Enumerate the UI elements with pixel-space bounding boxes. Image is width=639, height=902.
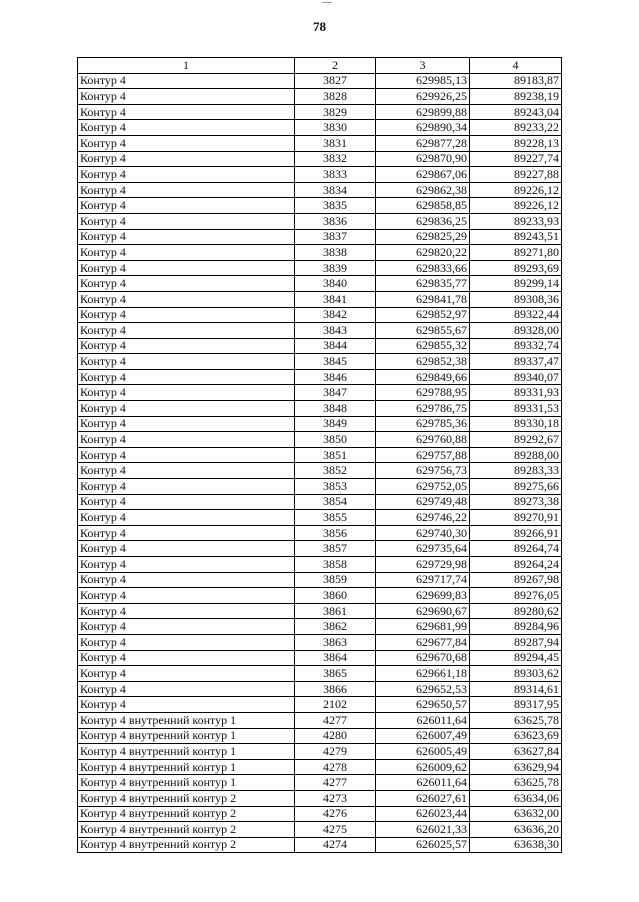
table-row (78, 744, 562, 760)
cell-point-number: 3846 (295, 369, 376, 385)
cell-x-coordinate: 629852,97 (376, 307, 470, 323)
cell-point-number: 3831 (295, 135, 376, 151)
column-header-2: 2 (295, 58, 376, 74)
cell-y-coordinate: 89228,13 (470, 135, 562, 151)
table-row (78, 728, 562, 744)
cell-contour-name: Контур 4 (78, 89, 295, 105)
cell-x-coordinate: 629835,77 (376, 276, 470, 292)
cell-contour-name: Контур 4 (78, 73, 295, 89)
table-row (78, 588, 562, 604)
cell-x-coordinate: 629740,30 (376, 525, 470, 541)
cell-point-number: 3845 (295, 354, 376, 370)
cell-point-number: 3836 (295, 213, 376, 229)
cell-y-coordinate: 89331,93 (470, 385, 562, 401)
cell-x-coordinate: 629749,48 (376, 494, 470, 510)
cell-point-number: 3865 (295, 666, 376, 682)
cell-point-number: 3843 (295, 323, 376, 339)
cell-y-coordinate: 89238,19 (470, 89, 562, 105)
cell-x-coordinate: 629877,28 (376, 135, 470, 151)
cell-y-coordinate: 89233,22 (470, 120, 562, 136)
cell-point-number: 3852 (295, 463, 376, 479)
cell-y-coordinate: 89264,74 (470, 541, 562, 557)
table-row (78, 151, 562, 167)
table-row (78, 135, 562, 151)
cell-y-coordinate: 89264,24 (470, 557, 562, 573)
cell-contour-name: Контур 4 (78, 432, 295, 448)
cell-contour-name: Контур 4 (78, 167, 295, 183)
cell-contour-name: Контур 4 внутренний контур 2 (78, 822, 295, 838)
table-row (78, 73, 562, 89)
cell-x-coordinate: 629836,25 (376, 213, 470, 229)
page-number: 78 (313, 19, 326, 34)
table-row (78, 494, 562, 510)
table-row (78, 198, 562, 214)
cell-contour-name: Контур 4 (78, 354, 295, 370)
cell-x-coordinate: 626023,44 (376, 806, 470, 822)
cell-x-coordinate: 629855,32 (376, 338, 470, 354)
cell-point-number: 3837 (295, 229, 376, 245)
cell-y-coordinate: 63638,30 (470, 837, 562, 853)
cell-x-coordinate: 629786,75 (376, 401, 470, 417)
table-row (78, 463, 562, 479)
table-row (78, 89, 562, 105)
table-row (78, 369, 562, 385)
cell-x-coordinate: 629852,38 (376, 354, 470, 370)
cell-y-coordinate: 89243,51 (470, 229, 562, 245)
table-row (78, 759, 562, 775)
cell-y-coordinate: 63634,06 (470, 790, 562, 806)
column-header-4: 4 (470, 58, 562, 74)
table-row (78, 338, 562, 354)
cell-x-coordinate: 626005,49 (376, 744, 470, 760)
cell-point-number: 3856 (295, 525, 376, 541)
cell-point-number: 3855 (295, 510, 376, 526)
cell-point-number: 4276 (295, 806, 376, 822)
cell-contour-name: Контур 4 (78, 541, 295, 557)
cell-contour-name: Контур 4 (78, 260, 295, 276)
cell-contour-name: Контур 4 (78, 151, 295, 167)
cell-point-number: 3829 (295, 104, 376, 120)
cell-y-coordinate: 89299,14 (470, 276, 562, 292)
table-row (78, 182, 562, 198)
cell-x-coordinate: 629788,95 (376, 385, 470, 401)
cell-x-coordinate: 629681,99 (376, 619, 470, 635)
table-row (78, 432, 562, 448)
cell-contour-name: Контур 4 (78, 479, 295, 495)
table-row (78, 167, 562, 183)
cell-contour-name: Контур 4 (78, 619, 295, 635)
column-header-3: 3 (376, 58, 470, 74)
cell-point-number: 3835 (295, 198, 376, 214)
cell-point-number: 3853 (295, 479, 376, 495)
cell-point-number: 3850 (295, 432, 376, 448)
cell-point-number: 3863 (295, 634, 376, 650)
cell-contour-name: Контур 4 (78, 634, 295, 650)
table-row (78, 120, 562, 136)
cell-contour-name: Контур 4 (78, 338, 295, 354)
cell-x-coordinate: 629757,88 (376, 447, 470, 463)
cell-point-number: 3849 (295, 416, 376, 432)
cell-point-number: 3857 (295, 541, 376, 557)
cell-y-coordinate: 89303,62 (470, 666, 562, 682)
cell-point-number: 2102 (295, 697, 376, 713)
cell-contour-name: Контур 4 (78, 401, 295, 417)
cell-y-coordinate: 89226,12 (470, 198, 562, 214)
cell-y-coordinate: 63632,00 (470, 806, 562, 822)
cell-x-coordinate: 629833,66 (376, 260, 470, 276)
cell-x-coordinate: 629926,25 (376, 89, 470, 105)
table-row (78, 806, 562, 822)
table-row (78, 213, 562, 229)
table-row (78, 510, 562, 526)
cell-x-coordinate: 629820,22 (376, 245, 470, 261)
cell-point-number: 3834 (295, 182, 376, 198)
cell-contour-name: Контур 4 (78, 494, 295, 510)
cell-y-coordinate: 89226,12 (470, 182, 562, 198)
cell-contour-name: Контур 4 (78, 572, 295, 588)
table-row (78, 401, 562, 417)
table-row (78, 104, 562, 120)
table-row (78, 822, 562, 838)
cell-contour-name: Контур 4 (78, 416, 295, 432)
cell-contour-name: Контур 4 (78, 323, 295, 339)
cell-x-coordinate: 629867,06 (376, 167, 470, 183)
table-row (78, 697, 562, 713)
cell-contour-name: Контур 4 внутренний контур 2 (78, 790, 295, 806)
cell-point-number: 4274 (295, 837, 376, 853)
cell-point-number: 4277 (295, 712, 376, 728)
cell-contour-name: Контур 4 (78, 120, 295, 136)
cell-x-coordinate: 626011,64 (376, 775, 470, 791)
cell-contour-name: Контур 4 внутренний контур 2 (78, 837, 295, 853)
cell-x-coordinate: 629985,13 (376, 73, 470, 89)
cell-y-coordinate: 89280,62 (470, 603, 562, 619)
cell-y-coordinate: 89308,36 (470, 291, 562, 307)
cell-y-coordinate: 89293,69 (470, 260, 562, 276)
cell-point-number: 4273 (295, 790, 376, 806)
cell-y-coordinate: 89288,00 (470, 447, 562, 463)
cell-point-number: 3844 (295, 338, 376, 354)
cell-contour-name: Контур 4 (78, 276, 295, 292)
cell-point-number: 4278 (295, 759, 376, 775)
cell-x-coordinate: 629677,84 (376, 634, 470, 650)
cell-contour-name: Контур 4 (78, 385, 295, 401)
cell-contour-name: Контур 4 (78, 588, 295, 604)
cell-y-coordinate: 89233,93 (470, 213, 562, 229)
cell-x-coordinate: 629746,22 (376, 510, 470, 526)
cell-point-number: 3841 (295, 291, 376, 307)
header-row (78, 58, 562, 74)
cell-x-coordinate: 629661,18 (376, 666, 470, 682)
cell-contour-name: Контур 4 (78, 681, 295, 697)
cell-contour-name: Контур 4 (78, 135, 295, 151)
cell-point-number: 3858 (295, 557, 376, 573)
table-row (78, 790, 562, 806)
cell-x-coordinate: 626007,49 (376, 728, 470, 744)
cell-y-coordinate: 89267,98 (470, 572, 562, 588)
cell-x-coordinate: 626027,61 (376, 790, 470, 806)
cell-point-number: 4275 (295, 822, 376, 838)
cell-contour-name: Контур 4 (78, 463, 295, 479)
cell-x-coordinate: 629652,53 (376, 681, 470, 697)
cell-x-coordinate: 629890,34 (376, 120, 470, 136)
cell-point-number: 4277 (295, 775, 376, 791)
cell-contour-name: Контур 4 внутренний контур 1 (78, 759, 295, 775)
table-row (78, 775, 562, 791)
cell-point-number: 3862 (295, 619, 376, 635)
coordinates-table (77, 57, 562, 853)
cell-x-coordinate: 629735,64 (376, 541, 470, 557)
cell-contour-name: Контур 4 внутренний контур 2 (78, 806, 295, 822)
cell-contour-name: Контур 4 (78, 245, 295, 261)
cell-x-coordinate: 629690,67 (376, 603, 470, 619)
cell-contour-name: Контур 4 внутренний контур 1 (78, 744, 295, 760)
cell-x-coordinate: 629785,36 (376, 416, 470, 432)
table-row (78, 354, 562, 370)
cell-contour-name: Контур 4 (78, 229, 295, 245)
cell-y-coordinate: 89292,67 (470, 432, 562, 448)
table-row (78, 479, 562, 495)
cell-point-number: 4279 (295, 744, 376, 760)
cell-point-number: 3866 (295, 681, 376, 697)
cell-y-coordinate: 89183,87 (470, 73, 562, 89)
table-row (78, 557, 562, 573)
cell-point-number: 3854 (295, 494, 376, 510)
cell-point-number: 3847 (295, 385, 376, 401)
cell-y-coordinate: 63625,78 (470, 775, 562, 791)
cell-y-coordinate: 89270,91 (470, 510, 562, 526)
cell-x-coordinate: 629717,74 (376, 572, 470, 588)
cell-contour-name: Контур 4 (78, 557, 295, 573)
table-row (78, 634, 562, 650)
cell-y-coordinate: 89227,88 (470, 167, 562, 183)
cell-point-number: 3861 (295, 603, 376, 619)
cell-point-number: 3851 (295, 447, 376, 463)
cell-x-coordinate: 629855,67 (376, 323, 470, 339)
cell-point-number: 3839 (295, 260, 376, 276)
cell-contour-name: Контур 4 (78, 510, 295, 526)
table-row (78, 260, 562, 276)
cell-y-coordinate: 89328,00 (470, 323, 562, 339)
cell-contour-name: Контур 4 внутренний контур 1 (78, 712, 295, 728)
cell-x-coordinate: 629862,38 (376, 182, 470, 198)
cell-x-coordinate: 629841,78 (376, 291, 470, 307)
cell-y-coordinate: 63623,69 (470, 728, 562, 744)
cell-x-coordinate: 629752,05 (376, 479, 470, 495)
table-row (78, 229, 562, 245)
cell-y-coordinate: 89271,80 (470, 245, 562, 261)
cell-y-coordinate: 89284,96 (470, 619, 562, 635)
cell-y-coordinate: 89243,04 (470, 104, 562, 120)
table-row (78, 572, 562, 588)
table-row (78, 712, 562, 728)
cell-y-coordinate: 63636,20 (470, 822, 562, 838)
table-row (78, 323, 562, 339)
cell-x-coordinate: 629825,29 (376, 229, 470, 245)
cell-x-coordinate: 629870,90 (376, 151, 470, 167)
cell-x-coordinate: 629756,73 (376, 463, 470, 479)
cell-contour-name: Контур 4 (78, 666, 295, 682)
cell-point-number: 4280 (295, 728, 376, 744)
cell-y-coordinate: 89331,53 (470, 401, 562, 417)
table-row (78, 681, 562, 697)
cell-y-coordinate: 89266,91 (470, 525, 562, 541)
table-row (78, 291, 562, 307)
cell-contour-name: Контур 4 (78, 369, 295, 385)
cell-y-coordinate: 63625,78 (470, 712, 562, 728)
cell-contour-name: Контур 4 внутренний контур 1 (78, 775, 295, 791)
top-mark (322, 2, 332, 3)
cell-contour-name: Контур 4 (78, 525, 295, 541)
cell-x-coordinate: 629670,68 (376, 650, 470, 666)
cell-x-coordinate: 629849,66 (376, 369, 470, 385)
cell-point-number: 3860 (295, 588, 376, 604)
cell-contour-name: Контур 4 (78, 447, 295, 463)
table-row (78, 416, 562, 432)
cell-point-number: 3842 (295, 307, 376, 323)
table-row (78, 619, 562, 635)
cell-contour-name: Контур 4 (78, 213, 295, 229)
cell-contour-name: Контур 4 внутренний контур 1 (78, 728, 295, 744)
table-row (78, 837, 562, 853)
cell-x-coordinate: 629650,57 (376, 697, 470, 713)
cell-y-coordinate: 89276,05 (470, 588, 562, 604)
cell-y-coordinate: 89337,47 (470, 354, 562, 370)
table-row (78, 666, 562, 682)
table-row (78, 245, 562, 261)
cell-point-number: 3832 (295, 151, 376, 167)
cell-point-number: 3840 (295, 276, 376, 292)
cell-y-coordinate: 89273,38 (470, 494, 562, 510)
cell-point-number: 3848 (295, 401, 376, 417)
cell-contour-name: Контур 4 (78, 291, 295, 307)
table-row (78, 447, 562, 463)
cell-point-number: 3830 (295, 120, 376, 136)
cell-contour-name: Контур 4 (78, 307, 295, 323)
cell-y-coordinate: 63627,84 (470, 744, 562, 760)
cell-y-coordinate: 89330,18 (470, 416, 562, 432)
cell-y-coordinate: 89275,66 (470, 479, 562, 495)
table-body (78, 73, 562, 853)
cell-x-coordinate: 629729,98 (376, 557, 470, 573)
cell-contour-name: Контур 4 (78, 697, 295, 713)
cell-x-coordinate: 629899,88 (376, 104, 470, 120)
cell-contour-name: Контур 4 (78, 104, 295, 120)
table-row (78, 276, 562, 292)
column-header-1: 1 (78, 58, 295, 74)
table-row (78, 385, 562, 401)
cell-contour-name: Контур 4 (78, 603, 295, 619)
cell-y-coordinate: 89314,61 (470, 681, 562, 697)
table-row (78, 541, 562, 557)
cell-y-coordinate: 89317,95 (470, 697, 562, 713)
cell-x-coordinate: 626009,62 (376, 759, 470, 775)
cell-x-coordinate: 629699,83 (376, 588, 470, 604)
cell-y-coordinate: 89283,33 (470, 463, 562, 479)
table-row (78, 650, 562, 666)
cell-y-coordinate: 89287,94 (470, 634, 562, 650)
cell-y-coordinate: 89332,74 (470, 338, 562, 354)
table-row (78, 603, 562, 619)
cell-y-coordinate: 63629,94 (470, 759, 562, 775)
cell-point-number: 3859 (295, 572, 376, 588)
cell-contour-name: Контур 4 (78, 182, 295, 198)
cell-point-number: 3864 (295, 650, 376, 666)
cell-x-coordinate: 626011,64 (376, 712, 470, 728)
cell-x-coordinate: 629760,88 (376, 432, 470, 448)
table-row (78, 525, 562, 541)
cell-point-number: 3838 (295, 245, 376, 261)
cell-y-coordinate: 89227,74 (470, 151, 562, 167)
cell-y-coordinate: 89340,07 (470, 369, 562, 385)
cell-x-coordinate: 626025,57 (376, 837, 470, 853)
cell-x-coordinate: 629858,85 (376, 198, 470, 214)
cell-contour-name: Контур 4 (78, 650, 295, 666)
table-row (78, 307, 562, 323)
cell-point-number: 3828 (295, 89, 376, 105)
cell-point-number: 3827 (295, 73, 376, 89)
cell-contour-name: Контур 4 (78, 198, 295, 214)
cell-x-coordinate: 626021,33 (376, 822, 470, 838)
cell-point-number: 3833 (295, 167, 376, 183)
cell-y-coordinate: 89322,44 (470, 307, 562, 323)
cell-y-coordinate: 89294,45 (470, 650, 562, 666)
